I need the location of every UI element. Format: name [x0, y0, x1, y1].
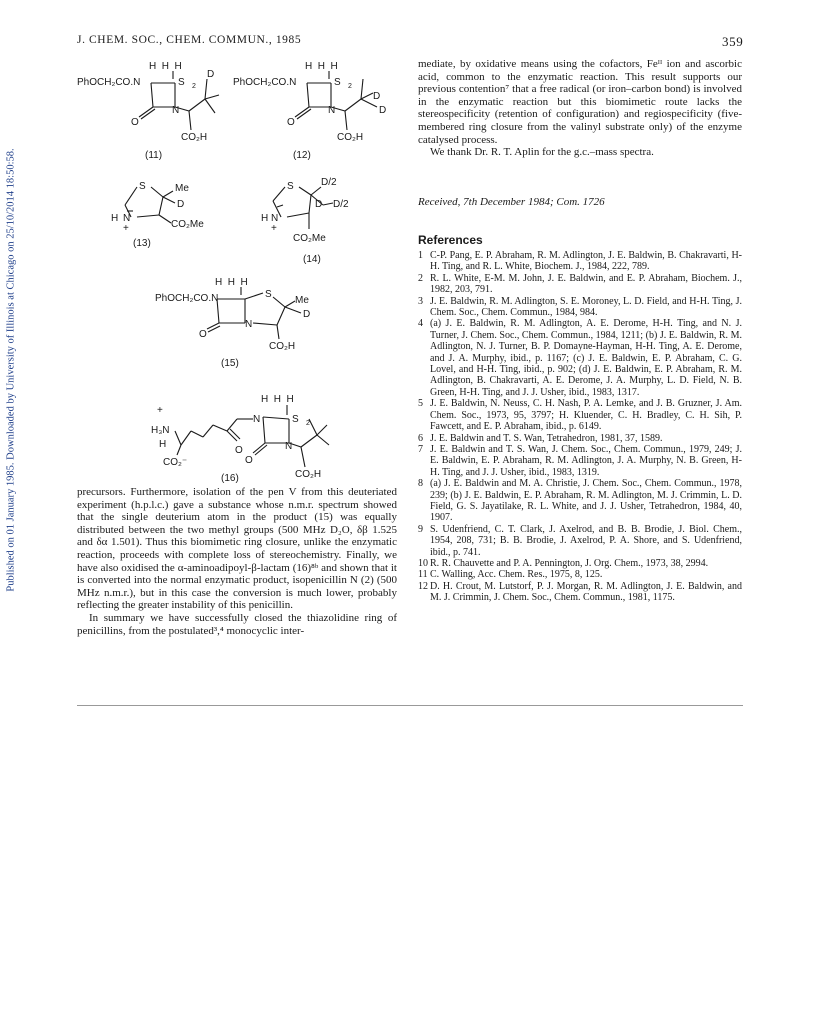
s12-sulfur: S	[334, 77, 341, 88]
structure-14-labels	[261, 177, 349, 265]
s16-acid: CO₂H	[295, 469, 322, 480]
reference-text: C. Walling, Acc. Chem. Res., 1975, 8, 125.	[430, 569, 603, 581]
reference-text: S. Udenfriend, C. T. Clark, J. Axelrod, and B. B. Brodie, J. Biol. Chem., 1954, 208, 731; B. B. Brodie, J. Axelrod, P. A. Shore, and S. Udenfriend, ibid., p. 741.	[430, 523, 742, 558]
structure-16-labels	[151, 394, 321, 484]
publication-note-link[interactable]: Published on 01 January 1985. Downloaded by University of Illinois at Chicago on 25/10/2014 18:50:58.	[5, 148, 17, 592]
acknowledgement: We thank Dr. R. T. Aplin for the g.c.–mass spectra.	[430, 146, 654, 159]
structure-13-bonds	[125, 187, 175, 223]
s11-side-chain: PhOCH₂CO.N	[77, 77, 141, 88]
publication-sidebar	[0, 40, 22, 700]
reference-number: 10	[418, 557, 428, 569]
reference-text: C-P. Pang, E. P. Abraham, R. M. Adlington, J. E. Baldwin, B. Chakravarti, H-H. Ting, and R. L. White, Biochem. J., 1984, 222, 789.	[430, 250, 742, 273]
s11-acid: CO₂H	[181, 132, 208, 143]
s15-label: (15)	[221, 358, 239, 369]
reference-text: R. L. White, E-M. M. John, J. E. Baldwin, and E. P. Abraham, Biochem. J., 1982, 203, 791.	[430, 272, 742, 296]
right-paragraph-1: mediate, by oxidative means using the cofactors, Feᴵᴵ ion and ascorbic acid, common to the enzymatic reaction. This result supports our previous contention⁷ that a free radical (or iron–carbon bond) is involved in the enzymatic reaction but this biomimetic route lacks the stereospecificity (retention of configuration) and regiospecificity (five-membered ring closure from the valinyl substrate only) of the enzyme catalysed process.	[418, 58, 742, 146]
chemical-structures-figure	[77, 55, 407, 485]
reference-item	[418, 558, 742, 569]
s11-h-atoms: H H H	[149, 61, 182, 72]
s16-amine: H₃N	[151, 425, 170, 436]
s14-deuterium: D	[315, 199, 323, 210]
reference-item	[418, 581, 742, 604]
reference-text: (a) J. E. Baldwin, R. M. Adlington, A. E. Derome, H-H. Ting, and N. J. Turner, J. Chem. Soc., Chem. Commun., 1984, 1211; (b) J. E. Baldwin, R. M. Adlington, N. J. Turner, B. P. Domayne-Hayman, H-H. Ting, A. E. Derome, and J. A. Murphy, ibid., p. 1167; (c) J. E. Baldwin, E. P. Abraham, C. G. Lovel, and H-H. Ting, ibid., p. 902; (d) J. E. Baldwin, E. P. Abraham, R. M. Adlington, B. Chakravarti, A. E. Derome, J. A. Murphy, L. D. Field, N. B. Green, H-H. Ting, and J. J. Usher, ibid., 1983, 1317.	[430, 318, 742, 398]
structure-14-bonds	[273, 187, 333, 229]
s15-methyl: Me	[295, 295, 309, 306]
s13-nitrogen: N	[123, 213, 131, 224]
s16-oxygen-1: O	[235, 445, 243, 456]
reference-item	[418, 250, 742, 273]
s11-nitrogen: N	[172, 105, 180, 116]
s11-oxygen: O	[131, 117, 139, 128]
s13-hydrogen: H	[111, 213, 119, 224]
s15-side-chain: PhOCH₂CO.N	[155, 293, 219, 304]
reference-number: 4	[418, 318, 423, 330]
s12-sub2: 2	[348, 83, 352, 90]
page-number: 359	[722, 34, 744, 49]
bottom-rule	[77, 705, 743, 706]
s11-sulfur: S	[178, 77, 185, 88]
reference-text: R. R. Chauvette and P. A. Pennington, J. Org. Chem., 1973, 38, 2994.	[430, 557, 709, 569]
s14-deuterium-half-2: D/2	[333, 199, 349, 210]
reference-item	[418, 444, 742, 478]
s13-deuterium: D	[177, 199, 185, 210]
received-date: Received, 7th December 1984; Com. 1726	[418, 196, 605, 208]
right-column-body	[418, 58, 742, 159]
reference-number: 7	[418, 443, 423, 455]
s13-plus: +	[123, 223, 129, 234]
left-paragraph-1: precursors. Furthermore, isolation of the pen V from this deuteriated experiment (h.p.l.c.) gave a substance whose n.m.r. spectrum showed that the single deuterium atom in the product (15) was equally distributed between the two methyl groups (500 MHz D₂O, δβ 1.525 and δα 1.501). Thus this biomimetic ring closure, unlike the enzymatic reaction, proceeds with complete loss of stereochemistry. Finally, we have also oxidised the α-aminoadipoyl-β-lactam (16)⁸ᵇ and shown that it is converted into the normal enzymatic product, isopenicillin N (2) (500 MHz n.m.r.), but in this case the conversion is much lower, probably reflecting the greater instability of this penicillin.	[77, 486, 397, 612]
reference-number: 2	[418, 272, 423, 284]
s12-label: (12)	[293, 150, 311, 161]
reference-number: 5	[418, 398, 423, 410]
reference-item	[418, 296, 742, 319]
reference-text: J. E. Baldwin, N. Neuss, C. H. Nash, P. A. Lemke, and J. B. Gruzner, J. Am. Chem. Soc., 1973, 95, 3797; H. Kluender, C. H. Bradley, C. H. Sih, P. Fawcett, and E. P. Abraham, ibid., p. 6149.	[430, 398, 742, 433]
s12-deuterium-2: D	[379, 105, 387, 116]
s14-plus: +	[271, 223, 277, 234]
reference-number: 8	[418, 478, 423, 490]
running-head-journal: J. CHEM. SOC., CHEM. COMMUN., 1985	[77, 34, 302, 46]
s11-sub2: 2	[192, 83, 196, 90]
s16-plus: +	[157, 405, 163, 416]
reference-number: 6	[418, 432, 423, 444]
s13-methyl: Me	[175, 183, 189, 194]
s12-side-chain: PhOCH₂CO.N	[233, 77, 297, 88]
reference-item	[418, 273, 742, 296]
s16-nitrogen-1: N	[253, 414, 261, 425]
s12-h-atoms: H H H	[305, 61, 338, 72]
reference-item	[418, 478, 742, 524]
s12-oxygen: O	[287, 117, 295, 128]
left-column-body	[77, 486, 397, 637]
s15-h-atoms: H H H	[215, 277, 248, 288]
reference-text: J. E. Baldwin, R. M. Adlington, S. E. Moroney, L. D. Field, and H-H. Ting, J. Chem. Soc., Chem. Commun., 1984, 984.	[430, 295, 742, 319]
reference-text: J. E. Baldwin and T. S. Wan, Tetrahedron, 1981, 37, 1589.	[430, 432, 663, 444]
s12-deuterium-1: D	[373, 91, 381, 102]
structure-15-bonds	[207, 287, 301, 339]
reference-text: D. H. Crout, M. Lutstorf, P. J. Morgan, R. M. Adlington, J. E. Baldwin, and M. J. Crimmin, J. Chem. Soc., Chem. Commun., 1981, 1175.	[430, 580, 742, 604]
s16-oxygen-2: O	[245, 455, 253, 466]
s16-label: (16)	[221, 473, 239, 484]
references-list	[418, 250, 742, 604]
structure-12-labels	[233, 61, 386, 161]
s14-nitrogen: N	[271, 213, 279, 224]
reference-text: J. E. Baldwin and T. S. Wan, J. Chem. Soc., Chem. Commun., 1979, 249; J. E. Baldwin, E. P. Abraham, R. M. Adlington, J. A. Murphy, N. B. Green, H-H. Ting, and J. J. Usher, ibid., 1983, 1319.	[430, 443, 742, 478]
s15-oxygen: O	[199, 329, 207, 340]
s12-acid: CO₂H	[337, 132, 364, 143]
s16-sulfur: S	[292, 414, 299, 425]
reference-item	[418, 398, 742, 432]
reference-item	[418, 318, 742, 398]
reference-number: 3	[418, 295, 423, 307]
s16-carboxylate: CO₂⁻	[163, 457, 188, 468]
s16-sub2: 2	[306, 420, 310, 427]
s15-sulfur: S	[265, 289, 272, 300]
s15-acid: CO₂H	[269, 341, 296, 352]
s14-label: (14)	[303, 254, 321, 265]
s16-hydrogen: H	[159, 439, 167, 450]
s16-nitrogen-2: N	[285, 441, 293, 452]
s13-sulfur: S	[139, 181, 146, 192]
s14-deuterium-half-1: D/2	[321, 177, 337, 188]
s14-hydrogen: H	[261, 213, 269, 224]
s11-deuterium: D	[207, 69, 215, 80]
left-paragraph-2: In summary we have successfully closed the thiazolidine ring of penicillins, from the postulated³,⁴ monocyclic inter-	[77, 611, 397, 637]
references-heading: References	[418, 233, 483, 247]
s15-deuterium: D	[303, 309, 311, 320]
reference-number: 9	[418, 523, 423, 535]
reference-item	[418, 433, 742, 444]
s16-h-atoms: H H H	[261, 394, 294, 405]
reference-text: (a) J. E. Baldwin and M. A. Christie, J. Chem. Soc., Chem. Commun., 1978, 239; (b) J. E. Baldwin, E. P. Abraham, R. M. Adlington, M. J. Crimmin, L. D. Field, G. S. Jayatilake, R. L. White, and J. J. Usher, Tetrahedron, 1984, 40, 1907.	[430, 478, 742, 524]
s13-ester: CO₂Me	[171, 219, 204, 230]
s12-nitrogen: N	[328, 105, 336, 116]
s14-ester: CO₂Me	[293, 233, 326, 244]
reference-number: 12	[418, 580, 428, 592]
structure-11-labels	[77, 61, 214, 161]
s11-label: (11)	[145, 150, 163, 161]
s13-label: (13)	[133, 238, 151, 249]
s14-sulfur: S	[287, 181, 294, 192]
reference-item	[418, 524, 742, 558]
reference-item	[418, 569, 742, 580]
reference-number: 11	[418, 569, 428, 581]
reference-number: 1	[418, 250, 423, 261]
s15-nitrogen: N	[245, 319, 253, 330]
